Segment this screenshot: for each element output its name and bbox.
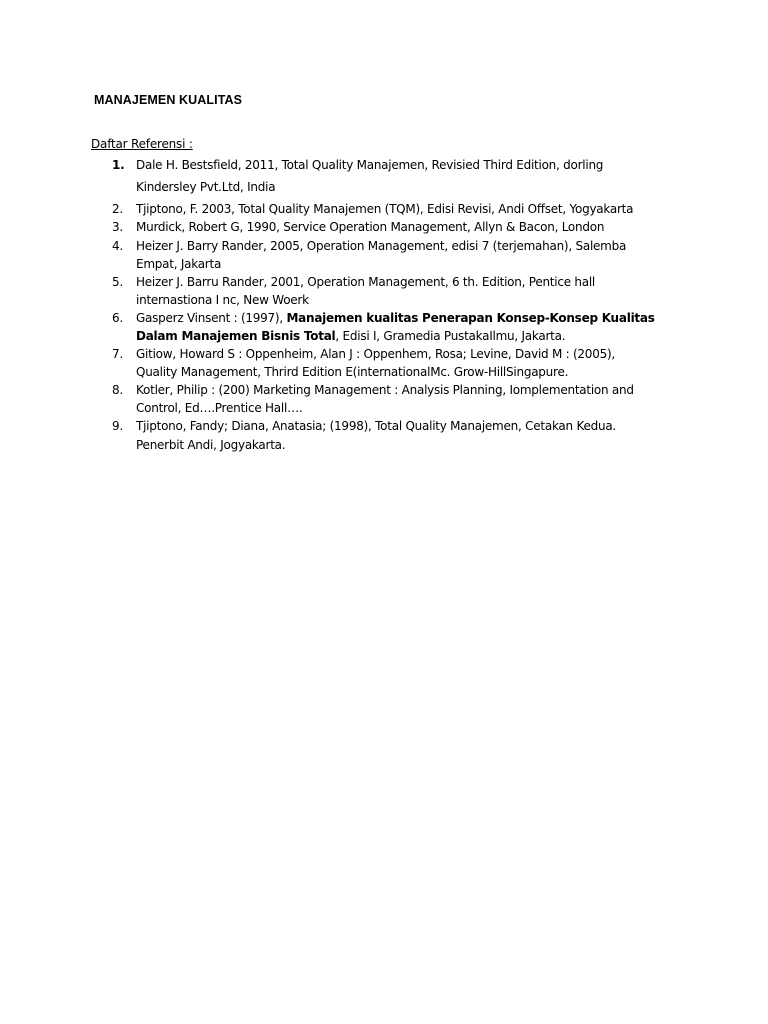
- reference-text-line: Kotler, Philip : (200) Marketing Management : Analysis Planning, Iomplementation and: [136, 383, 634, 397]
- reference-number: 5.: [112, 275, 123, 289]
- reference-text-line: Dale H. Bestsfield, 2011, Total Quality Manajemen, Revisied Third Edition, dorling: [136, 158, 604, 172]
- reference-text-line: [136, 329, 565, 343]
- reference-number: 6.: [112, 311, 123, 325]
- reference-text-bold: Dalam Manajemen Bisnis Total: [136, 329, 336, 343]
- reference-text-line: Quality Management, Thrird Edition E(internationalMc. Grow-HillSingapure.: [136, 365, 569, 379]
- reference-number: 9.: [112, 419, 123, 433]
- reference-text-line: Tjiptono, Fandy; Diana, Anatasia; (1998), Total Quality Manajemen, Cetakan Kedua.: [136, 419, 616, 433]
- reference-text-line: Heizer J. Barru Rander, 2001, Operation Management, 6 th. Edition, Pentice hall: [136, 275, 596, 289]
- reference-text-line: Kindersley Pvt.Ltd, India: [136, 180, 276, 194]
- reference-text-line: [136, 311, 655, 325]
- reference-text-line: Heizer J. Barry Rander, 2005, Operation Management, edisi 7 (terjemahan), Salemba: [136, 239, 627, 253]
- reference-text-bold: Manajemen kualitas Penerapan Konsep-Konsep Kualitas: [286, 311, 655, 325]
- reference-number: 1.: [112, 158, 125, 172]
- reference-text-line: Penerbit Andi, Jogyakarta.: [136, 438, 286, 452]
- reference-number: 4.: [112, 239, 123, 253]
- document-title: MANAJEMEN KUALITAS: [94, 93, 243, 107]
- reference-text-line: Empat, Jakarta: [136, 257, 222, 271]
- reference-text-plain: Gasperz Vinsent : (1997),: [136, 311, 287, 325]
- reference-text-line: Gitiow, Howard S : Oppenheim, Alan J : Oppenhem, Rosa; Levine, David M : (2005),: [136, 347, 615, 361]
- reference-number: 8.: [112, 383, 123, 397]
- reference-text-line: Murdick, Robert G, 1990, Service Operation Management, Allyn & Bacon, London: [136, 220, 605, 234]
- reference-text-line: internastiona I nc, New Woerk: [136, 293, 309, 307]
- reference-text-plain: , Edisi I, Gramedia PustakaIlmu, Jakarta.: [335, 329, 566, 343]
- reference-heading: Daftar Referensi :: [91, 137, 193, 151]
- reference-number: 2.: [112, 202, 123, 216]
- reference-text-line: Tjiptono, F. 2003, Total Quality Manajemen (TQM), Edisi Revisi, Andi Offset, Yogyakarta: [136, 202, 634, 216]
- reference-number: 7.: [112, 347, 123, 361]
- reference-number: 3.: [112, 220, 123, 234]
- reference-text-line: Control, Ed….Prentice Hall….: [136, 401, 303, 415]
